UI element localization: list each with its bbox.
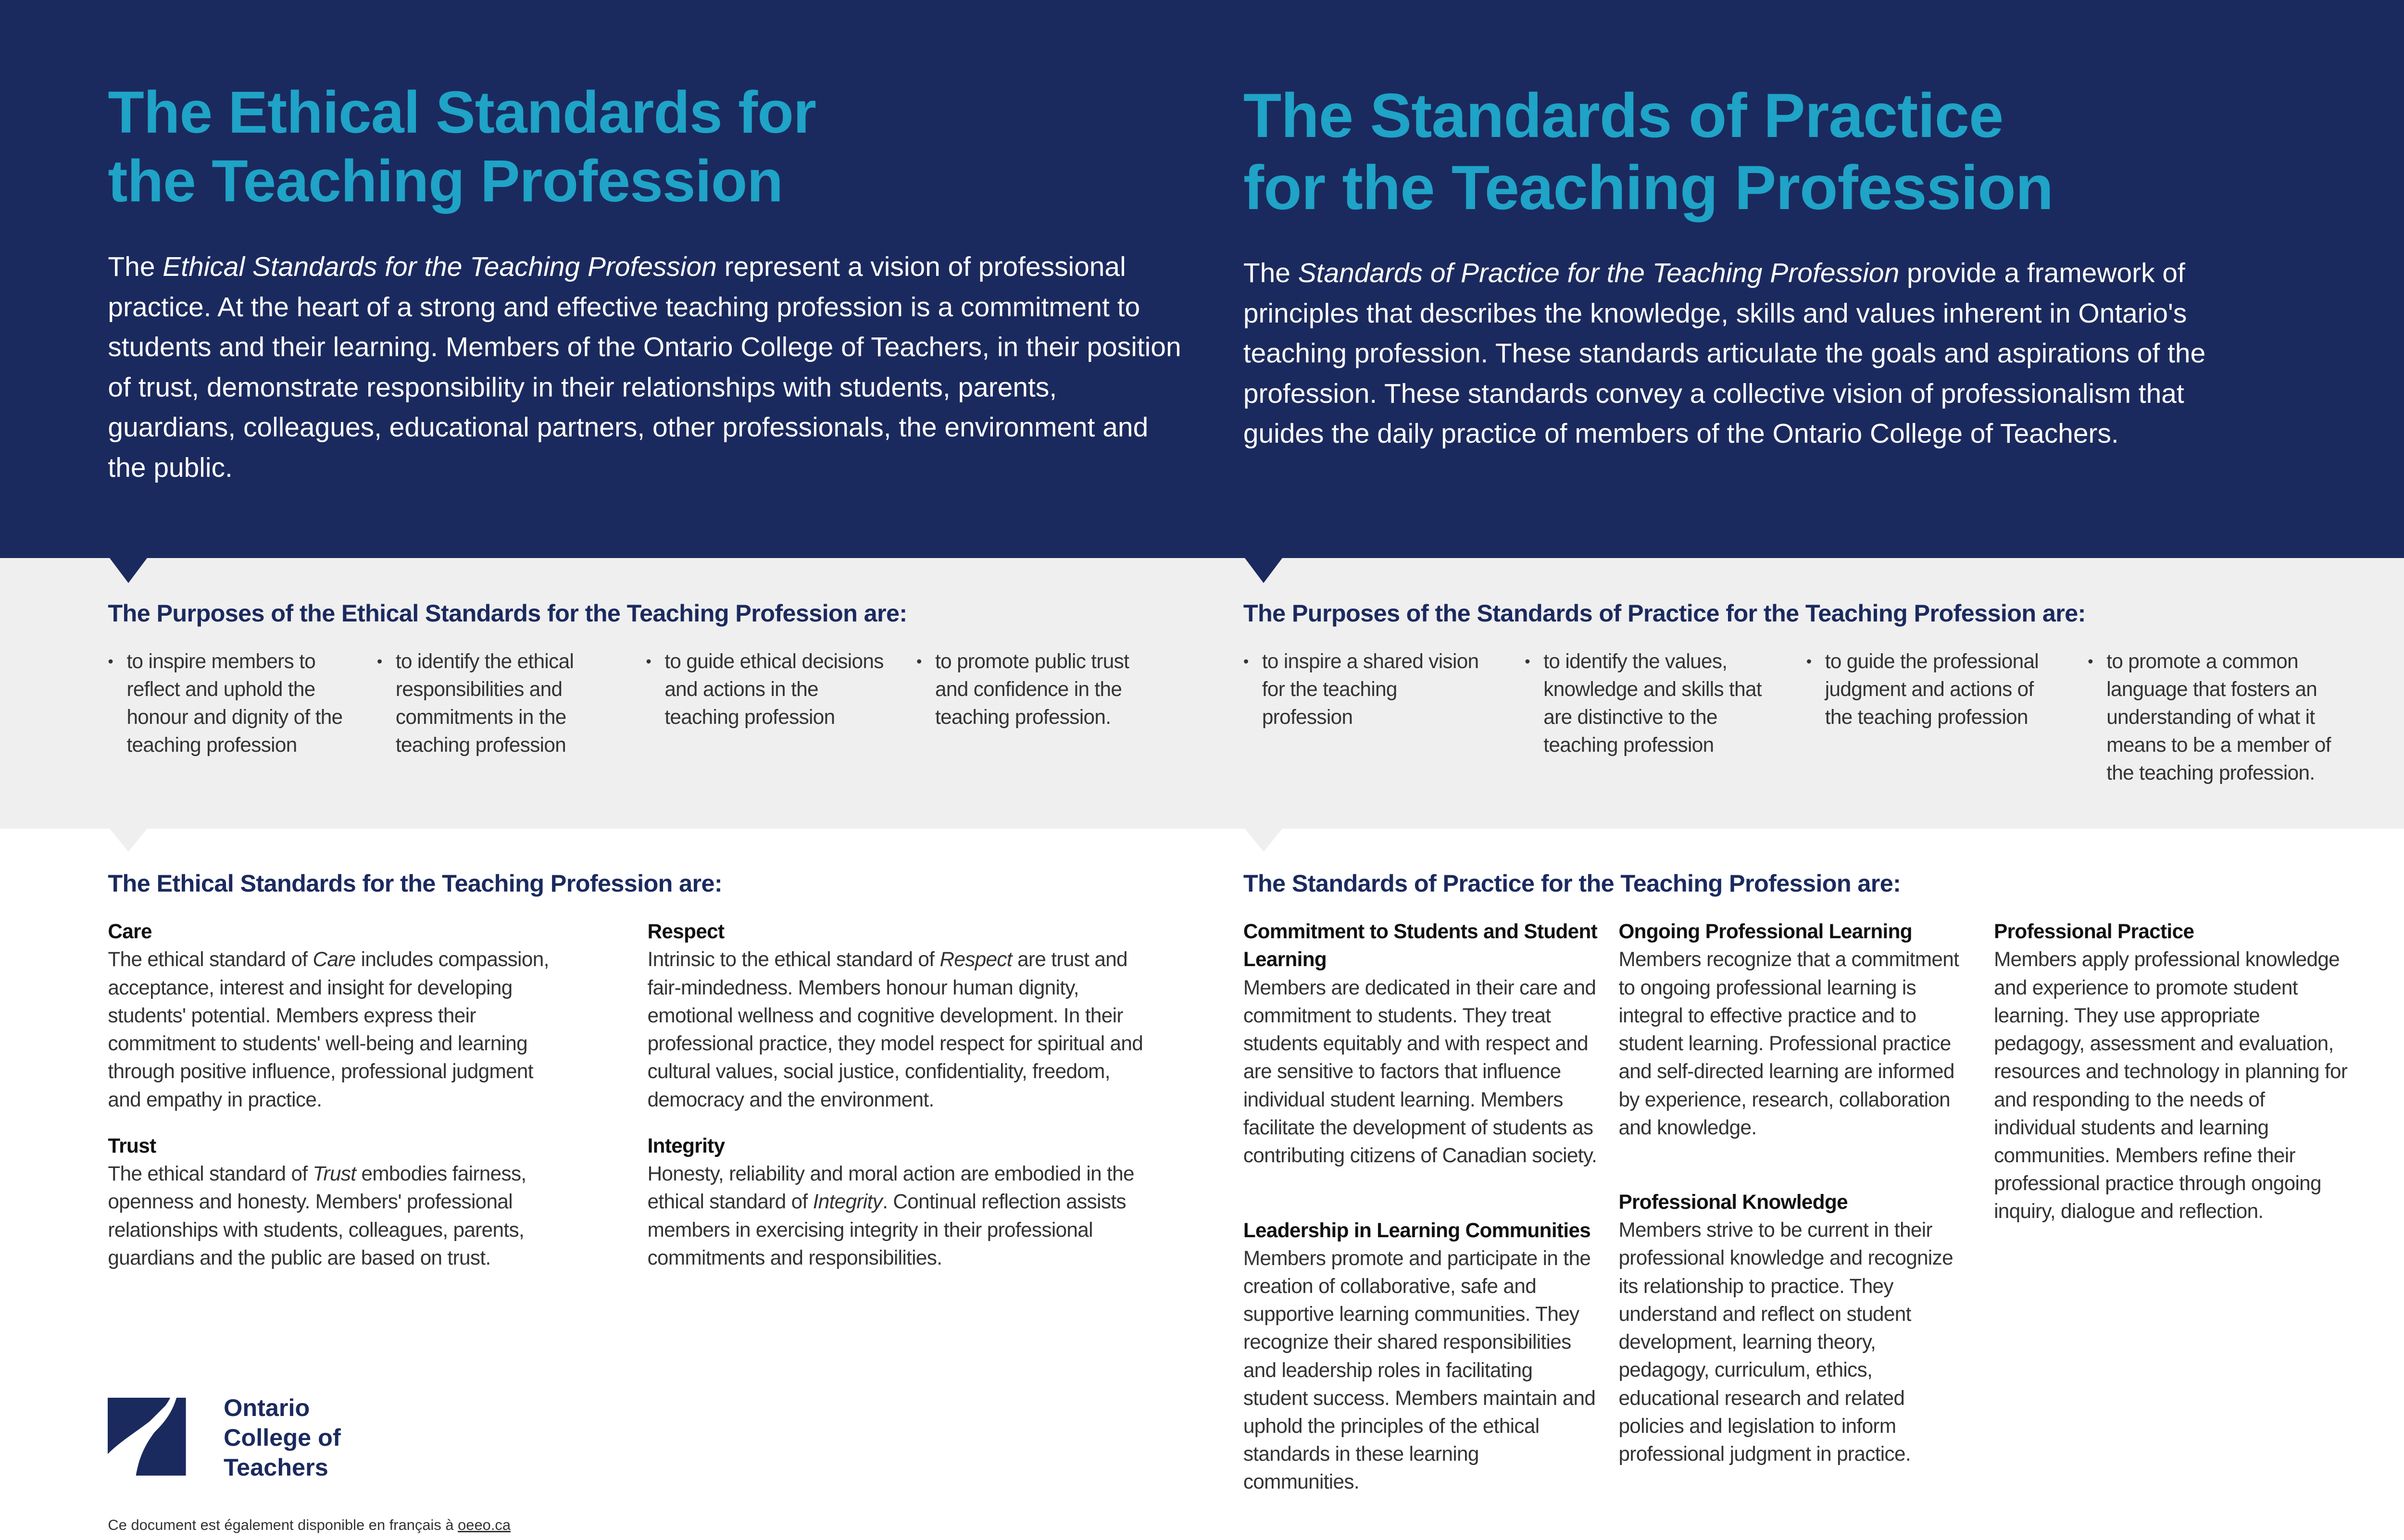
footer-text: Ce document est également disponible en français à (108, 1516, 458, 1534)
ethical-standards-heading: The Ethical Standards for the Teaching Profession are: (108, 869, 722, 897)
standard-italic: Respect (939, 948, 1012, 971)
intro-text: The (1243, 257, 1298, 288)
standard-practice (1994, 918, 2351, 1225)
standard-title: Professional Practice (1994, 920, 2194, 943)
standard-body: . Continual reflection assists members in exercising integrity in their professional commitments and responsibilities. (647, 1190, 1126, 1269)
practice-purposes-heading: The Purposes of the Standards of Practice for the Teaching Profession are: (1243, 599, 2086, 627)
standard-italic: Care (313, 948, 356, 971)
practice-intro (1243, 253, 2244, 454)
french-version-link[interactable]: oeeo.ca (458, 1516, 511, 1534)
ontario-college-logo-icon (108, 1398, 186, 1476)
standard-body: Members apply professional knowledge and experience to promote student learning. They use appropriate pedagogy, assessment and evaluation, resources and technology in planning for and responding to the needs of individual students and learning communities. Members refine their professional practice through ongoing inquiry, dialogue and reflection. (1994, 948, 2348, 1223)
practice-standards-heading: The Standards of Practice for the Teaching Profession are: (1243, 869, 1901, 897)
standard-title: Integrity (647, 1134, 725, 1157)
standard-title: Ongoing Professional Learning (1618, 920, 1912, 943)
title-line: The Ethical Standards for (108, 79, 816, 146)
purpose-bullet: • to inspire a shared vision for the teaching profession (1243, 647, 1481, 732)
pointer-arrow (1245, 558, 1282, 583)
standard-body: The ethical standard of (108, 948, 313, 971)
logo-wordmark (224, 1393, 341, 1482)
purpose-bullet: • to promote public trust and confidence in the teaching profession. (916, 647, 1154, 732)
pointer-arrow (110, 558, 147, 583)
standard-respect (648, 918, 1164, 1114)
ethical-title (108, 78, 816, 216)
purpose-bullet: • to promote a common language that fosters an understanding of what it means to be a member of the teaching profession. (2088, 647, 2349, 787)
standard-leadership (1243, 1217, 1600, 1496)
standard-title: Leadership in Learning Communities (1243, 1218, 1591, 1242)
standard-body: Members promote and participate in the creation of collaborative, safe and supportive learning communities. They recognize their shared responsibilities and leadership roles in facilitating student success. Members maintain and uphold the principles of the ethical standards in these learning communities. (1243, 1246, 1596, 1493)
intro-text: represent a vision of professional practice. At the heart of a strong and effective teaching profession is a commitment to students and their learning. Members of the Ontario College of Teachers, in their position of trust, demonstrate responsibility in their relationships with students, parents, guardians, colleagues, educational partners, other professionals, the environment and the public. (108, 251, 1181, 483)
intro-text: The (108, 251, 163, 282)
standard-body: Honesty, reliability and moral action are embodied in the ethical standard of (647, 1162, 1134, 1213)
intro-text: provide a framework of principles that describes the knowledge, skills and values inherent in Ontario's teaching profession. These standards articulate the goals and aspirations of the profession. These standards convey a collective vision of professionalism that guides the daily practice of members of the Ontario College of Teachers. (1243, 257, 2206, 449)
standard-body: embodies fairness, openness and honesty. Members' professional relationships with students, colleagues, parents, guardians and the public are based on trust. (108, 1162, 526, 1269)
standard-body: includes compassion, acceptance, interest and insight for developing students' potential. Members express their commitment to students' well-being and learning through positive influence, professional judgment and empathy in practice. (108, 948, 549, 1111)
title-line: the Teaching Profession (108, 148, 783, 214)
purpose-bullet: • to identify the ethical responsibilities and commitments in the teaching profession (377, 647, 630, 759)
intro-italic: Standards of Practice for the Teaching Profession (1298, 257, 1900, 288)
standard-body: Members are dedicated in their care and commitment to students. They treat students equitably and with respect and are sensitive to factors that influence individual student learning. Members facilitate the development of students as contributing citizens of Canadian society. (1243, 976, 1597, 1167)
purpose-bullet: • to guide the professional judgment and actions of the teaching profession (1806, 647, 2060, 732)
standard-italic: Trust (313, 1162, 356, 1185)
standard-title: Respect (647, 920, 725, 943)
standard-body: The ethical standard of (108, 1162, 313, 1185)
logo-line: Ontario (224, 1394, 310, 1422)
pointer-arrow (110, 829, 147, 852)
standard-italic: Integrity (813, 1190, 883, 1213)
standard-trust (108, 1132, 561, 1272)
title-line: for the Teaching Profession (1243, 152, 2053, 223)
purpose-bullet: • to inspire members to reflect and uphold the honour and dignity of the teaching profession (108, 647, 361, 759)
standard-title: Care (108, 920, 152, 943)
standard-care (108, 918, 569, 1114)
standard-title: Trust (108, 1134, 156, 1157)
pointer-arrow (1245, 829, 1282, 852)
standard-ongoing-learning (1618, 918, 1970, 1142)
ethical-purposes-heading: The Purposes of the Ethical Standards for the Teaching Profession are: (108, 599, 907, 627)
standard-body: Members strive to be current in their professional knowledge and recognize its relationship to practice. They understand and reflect on student development, learning theory, pedagogy, curriculum, ethics, educational research and related policies and legislation to inform professional judgment in practice. (1618, 1218, 1953, 1465)
purpose-bullet: • to identify the values, knowledge and skills that are distinctive to the teaching profession (1525, 647, 1770, 759)
logo-line: College of (224, 1423, 341, 1451)
title-line: The Standards of Practice (1243, 80, 2003, 150)
standard-knowledge (1618, 1188, 1970, 1468)
ethical-intro (108, 247, 1187, 488)
standard-body: are trust and fair-mindedness. Members honour human dignity, emotional wellness and cognitive development. In their professional practice, they model respect for spiritual and cultural values, social justice, confidentiality, freedom, democracy and the environment. (647, 948, 1143, 1111)
standard-body: Members recognize that a commitment to ongoing professional learning is integral to effective practice and to student learning. Professional practice and self-directed learning are informed by experience, research, collaboration and knowledge. (1618, 948, 1959, 1139)
logo-line: Teachers (224, 1453, 328, 1481)
purpose-bullet: • to guide ethical decisions and actions in the teaching profession (646, 647, 883, 732)
standard-commitment (1243, 918, 1600, 1169)
footer-note (108, 1516, 511, 1534)
standard-integrity (648, 1132, 1164, 1272)
standard-title: Professional Knowledge (1618, 1190, 1848, 1213)
standard-body: Intrinsic to the ethical standard of (647, 948, 940, 971)
intro-italic: Ethical Standards for the Teaching Profession (163, 251, 717, 282)
practice-title (1243, 80, 2053, 224)
standard-title: Commitment to Students and Student Learning (1243, 920, 1598, 971)
